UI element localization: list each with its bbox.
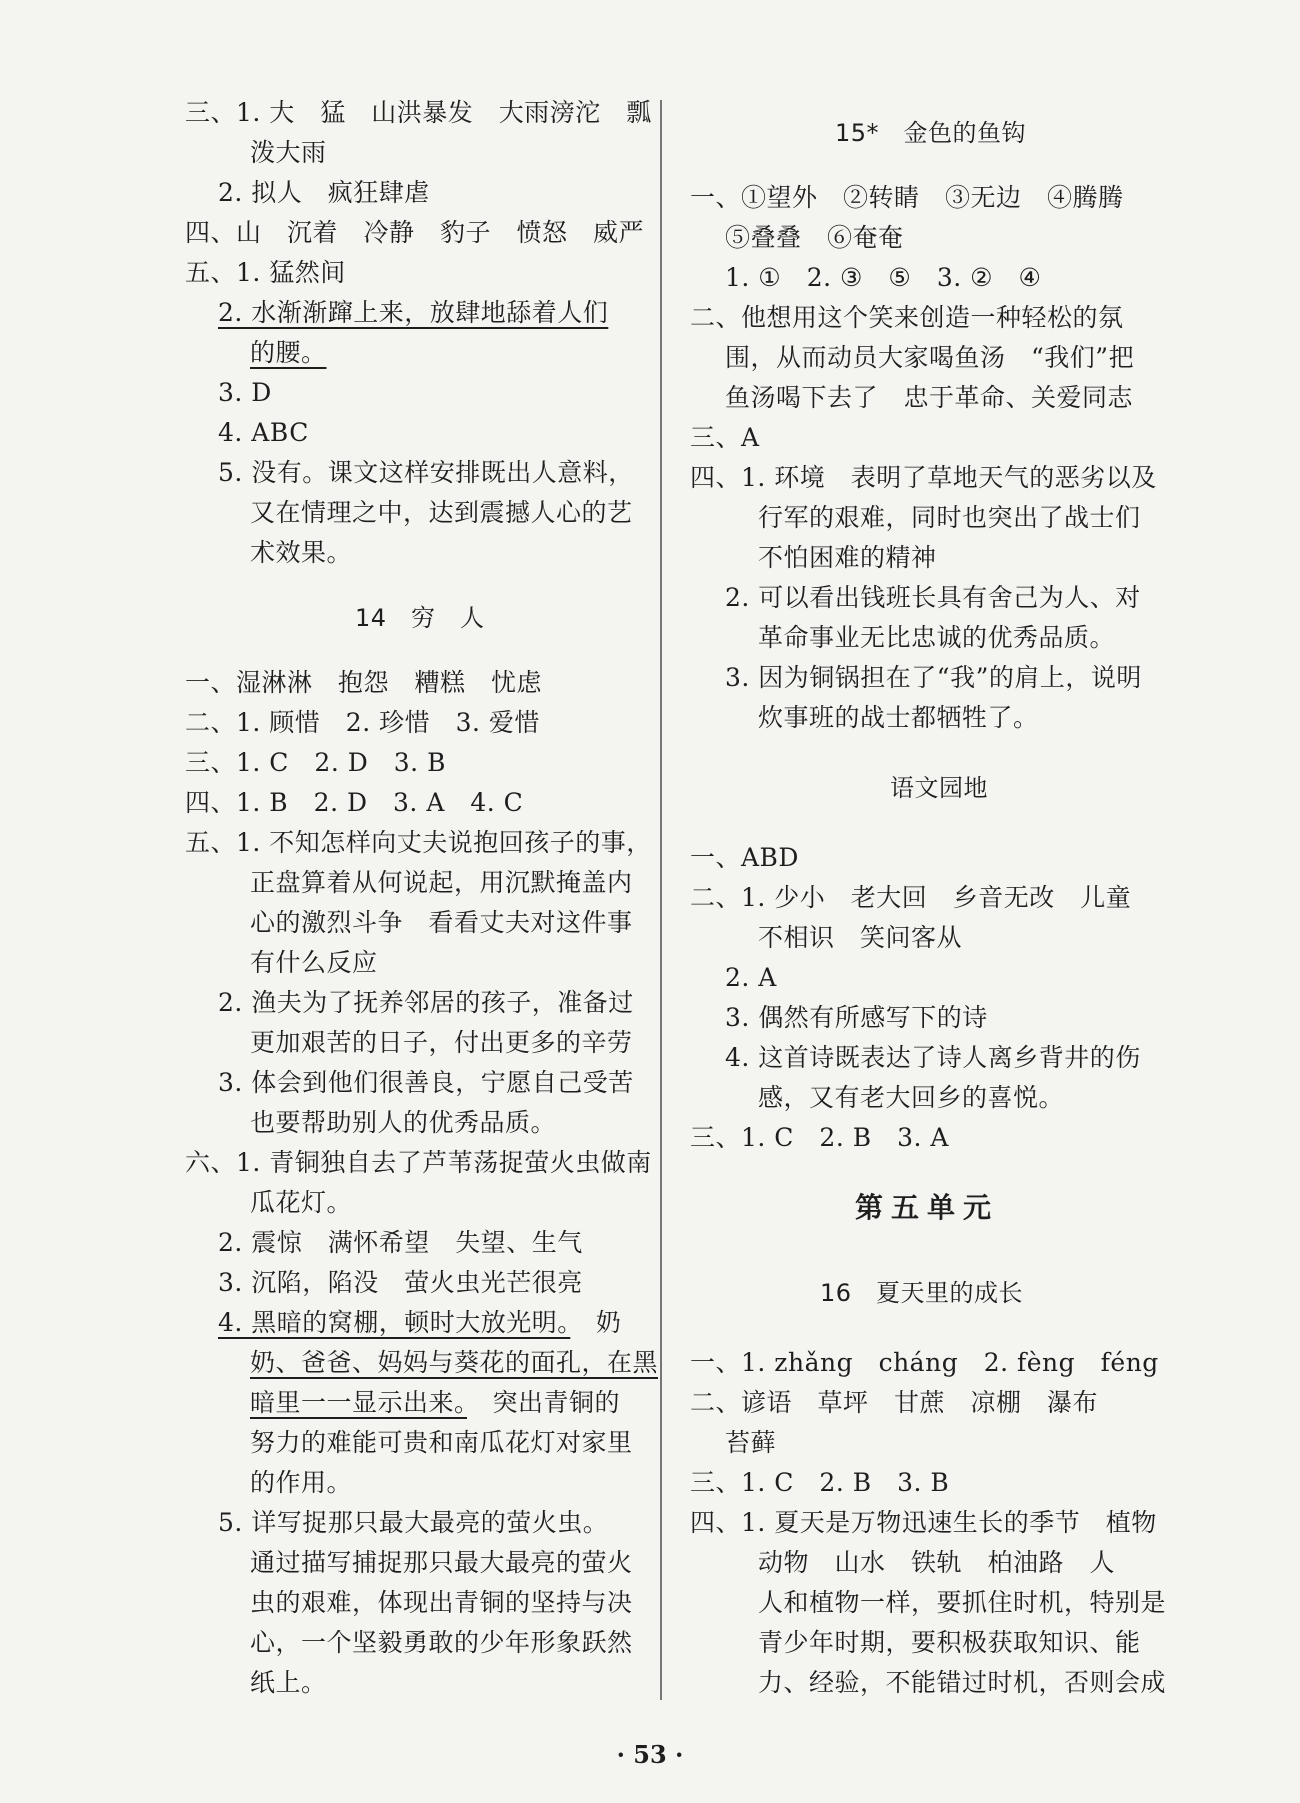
answer-line: 正盘算着从何说起，用沉默掩盖内: [250, 868, 633, 897]
section-heading: 14 穷 人: [355, 604, 485, 632]
unit-heading: 第五单元: [855, 1191, 1000, 1224]
answer-line: 不相识 笑问客从: [758, 923, 963, 952]
underlined-text: 的腰。: [250, 338, 327, 367]
answer-line: 1. ① 2. ③ ⑤ 3. ② ④: [725, 263, 1042, 292]
answer-line: 更加艰苦的日子，付出更多的辛劳: [250, 1028, 633, 1057]
answer-line: 人和植物一样，要抓住时机，特别是: [758, 1588, 1167, 1617]
answer-line: 2. 拟人 疯狂肆虐: [218, 178, 430, 207]
answer-line: 又在情理之中，达到震撼人心的艺: [250, 498, 633, 527]
answer-line: 革命事业无比忠诚的优秀品质。: [758, 623, 1116, 652]
answer-line: 虫的艰难，体现出青铜的坚持与决: [250, 1588, 633, 1617]
answer-line: 一、①望外 ②转睛 ③无边 ④腾腾: [690, 183, 1124, 212]
answer-line: 五、1. 不知怎样向丈夫说抱回孩子的事，: [185, 828, 652, 857]
answer-line: 苔藓: [725, 1428, 777, 1457]
answer-line: 炊事班的战士都牺牲了。: [758, 703, 1039, 732]
answer-line: 4. ABC: [218, 418, 309, 447]
answer-line: 心的激烈斗争 看看丈夫对这件事: [250, 908, 633, 937]
section-heading: 15* 金色的鱼钩: [835, 119, 1027, 147]
section-heading: 语文园地: [890, 774, 988, 802]
answer-line: 2. 渔夫为了抚养邻居的孩子，准备过: [218, 988, 634, 1017]
answer-line: [218, 1308, 621, 1338]
answer-line: 二、他想用这个笑来创造一种轻松的氛: [690, 303, 1124, 332]
answer-line: 三、1. C 2. D 3. B: [185, 748, 446, 777]
answer-line: 青少年时期，要积极获取知识、能: [758, 1628, 1141, 1657]
column-divider: [660, 100, 662, 1700]
answer-line: 2. A: [725, 963, 777, 992]
answer-line: 的作用。: [250, 1468, 353, 1497]
underlined-text: 4. 黑暗的窝棚，顿时大放光明。: [218, 1308, 571, 1337]
answer-line: 五、1. 猛然间: [185, 258, 346, 287]
answer-line: 3. 体会到他们很善良，宁愿自己受苦: [218, 1068, 634, 1097]
answer-line: 5. 详写捉那只最大最亮的萤火虫。: [218, 1508, 609, 1537]
page-number: · 53 ·: [616, 1740, 684, 1769]
answer-line: [250, 1388, 620, 1418]
answer-line: 有什么反应: [250, 948, 378, 977]
answer-line: 四、山 沉着 冷静 豹子 愤怒 威严: [185, 218, 645, 247]
answer-line: 3. 沉陷，陷没 萤火虫光芒很亮: [218, 1268, 583, 1297]
answer-line: [250, 338, 327, 368]
underlined-text: 暗里一一显示出来。: [250, 1388, 468, 1417]
answer-line: 一、1. zhǎng cháng 2. fèng féng: [690, 1348, 1159, 1377]
answer-line: 瓜花灯。: [250, 1188, 353, 1217]
section-heading: 16 夏天里的成长: [820, 1279, 1024, 1307]
answer-line: 努力的难能可贵和南瓜花灯对家里: [250, 1428, 633, 1457]
answer-line: 2. 可以看出钱班长具有舍己为人、对: [725, 583, 1141, 612]
answer-text: 奶: [570, 1308, 622, 1337]
answer-line: 一、ABD: [690, 843, 799, 872]
answer-line: 三、1. C 2. B 3. B: [690, 1468, 950, 1497]
answer-line: 3. 因为铜锅担在了“我”的肩上，说明: [725, 663, 1142, 692]
answer-line: 通过描写捕捉那只最大最亮的萤火: [250, 1548, 633, 1577]
answer-line: 术效果。: [250, 538, 353, 567]
answer-line: [250, 1348, 658, 1378]
answer-line: 5. 没有。课文这样安排既出人意料，: [218, 458, 634, 487]
underlined-text: 奶、爸爸、妈妈与葵花的面孔，在黑: [250, 1348, 659, 1377]
answer-line: 也要帮助别人的优秀品质。: [250, 1108, 557, 1137]
answer-line: 心，一个坚毅勇敢的少年形象跃然: [250, 1628, 633, 1657]
answer-line: 纸上。: [250, 1668, 327, 1697]
answer-line: 力、经验，不能错过时机，否则会成: [758, 1668, 1167, 1697]
answer-line: 二、1. 顾惜 2. 珍惜 3. 爱惜: [185, 708, 540, 737]
answer-line: 3. 偶然有所感写下的诗: [725, 1003, 988, 1032]
answer-line: 感，又有老大回乡的喜悦。: [758, 1083, 1065, 1112]
answer-line: 围，从而动员大家喝鱼汤 “我们”把: [725, 343, 1135, 372]
answer-line: 四、1. B 2. D 3. A 4. C: [185, 788, 524, 817]
answer-line: 二、1. 少小 老大回 乡音无改 儿童: [690, 883, 1132, 912]
answer-line: 动物 山水 铁轨 柏油路 人: [758, 1548, 1116, 1577]
answer-line: 三、1. C 2. B 3. A: [690, 1123, 949, 1152]
answer-line: 泼大雨: [250, 138, 327, 167]
answer-line: 鱼汤喝下去了 忠于革命、关爱同志: [725, 383, 1134, 412]
answer-line: 一、湿淋淋 抱怨 糟糕 忧虑: [185, 668, 543, 697]
answer-line: 2. 震惊 满怀希望 失望、生气: [218, 1228, 583, 1257]
answer-line: 三、A: [690, 423, 760, 452]
answer-line: 3. D: [218, 378, 272, 407]
answer-line: 四、1. 夏天是万物迅速生长的季节 植物: [690, 1508, 1157, 1537]
answer-line: 4. 这首诗既表达了诗人离乡背井的伤: [725, 1043, 1141, 1072]
answer-line: 二、谚语 草坪 甘蔗 凉棚 瀑布: [690, 1388, 1099, 1417]
answer-line: 三、1. 大 猛 山洪暴发 大雨滂沱 瓢: [185, 98, 652, 127]
underlined-text: 2. 水渐渐蹿上来，放肆地舔着人们: [218, 298, 609, 327]
answer-line: [218, 298, 608, 328]
answer-line: 六、1. 青铜独自去了芦苇荡捉萤火虫做南: [185, 1148, 652, 1177]
answer-line: ⑤叠叠 ⑥奄奄: [725, 223, 904, 252]
answer-line: 四、1. 环境 表明了草地天气的恶劣以及: [690, 463, 1157, 492]
answer-line: 行军的艰难，同时也突出了战士们: [758, 503, 1141, 532]
answer-line: 不怕困难的精神: [758, 543, 937, 572]
answer-text: 突出青铜的: [467, 1388, 621, 1417]
